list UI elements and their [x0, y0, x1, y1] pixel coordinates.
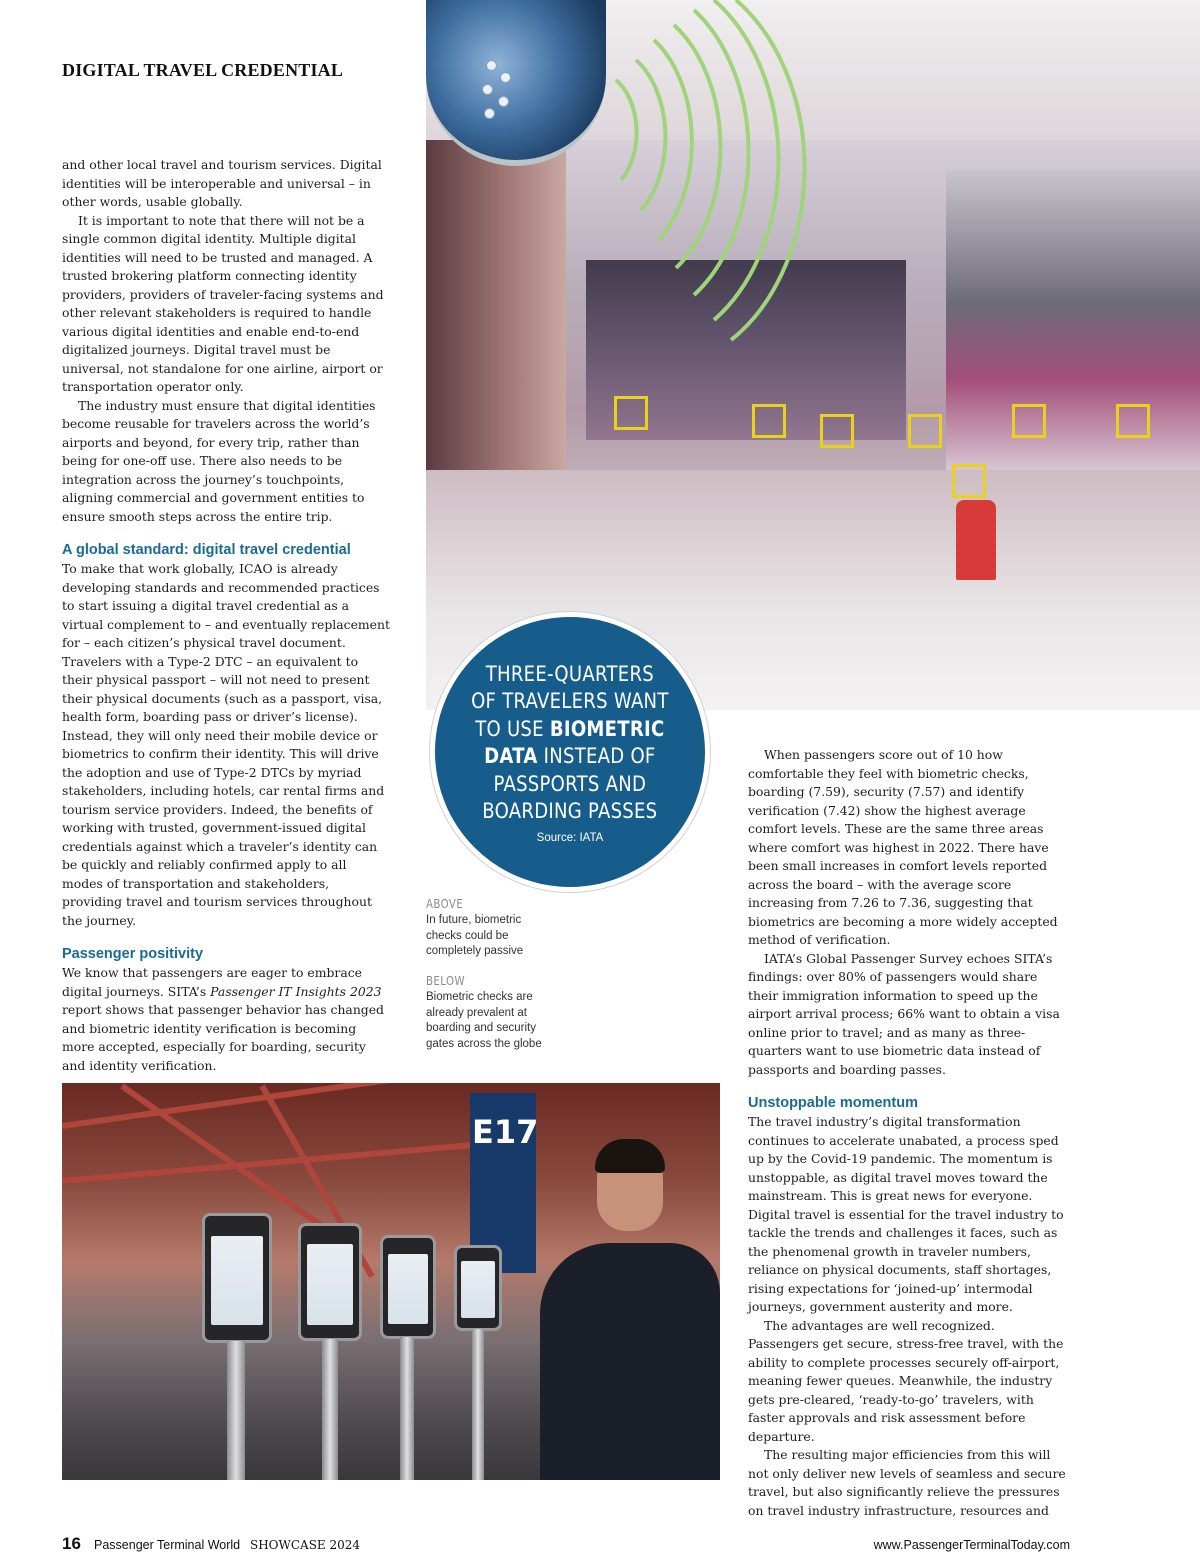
paragraph: It is important to note that there will not be a single common digital identity. Multiple digital identities will need to be trusted and managed. A trusted brokering platform connecting identity providers, providers of traveler-facing systems and other relevant stakeholders is required to handle various digital identities and enable end-to-end digitalized journeys. Digital travel must be universal, not standalone for one airline, airport or transportation operator only. [62, 212, 384, 394]
face-detection-box [752, 404, 786, 438]
caption-text: In future, biometric checks could be completely passive [426, 914, 524, 958]
biometric-kiosk [298, 1223, 362, 1341]
child-figure [956, 500, 996, 580]
face-detection-box [1012, 404, 1046, 438]
paragraph: and other local travel and tourism services. Digital identities will be interoperable and universal – in other words, usable globally. [62, 157, 382, 209]
face-detection-box [614, 396, 648, 430]
stat-callout [430, 612, 710, 892]
page-number: 16 [62, 1534, 81, 1553]
caption-below [426, 974, 556, 1053]
paragraph: The travel industry’s digital transformation continues to accelerate unabated, a process sped up by the Covid-19 pandemic. The momentum is unstoppable, as digital travel moves toward the mainstream. This is great news for everyone. Digital travel is essential for the travel industry to tackle the trends and challenges it faces, such as the phenomenal growth in traveler numbers, reliance on physical documents, staff shortages, rising expectations for ‘joined-up’ intermodal journeys, government austerity and more. [748, 1114, 1064, 1314]
callout-text: THREE-QUARTERS OF TRAVELERS WANT TO USE BIOMETRIC DATA INSTEAD OF PASSPORTS AND BOARDING PASSES [471, 661, 669, 823]
caption-above [426, 897, 556, 960]
traveler-hair [595, 1139, 665, 1173]
paragraph: The resulting major efficiencies from this will not only deliver new levels of seamless and secure travel, but also significantly relieve the pressures on travel industry infrastructure, resources and [748, 1447, 1066, 1518]
issue-name: SHOWCASE 2024 [250, 1538, 361, 1552]
biometric-kiosk [380, 1235, 436, 1339]
paragraph: IATA’s Global Passenger Survey echoes SITA’s findings: over 80% of passengers would share their immigration information to speed up the airport arrival process; 66% want to obtain a visa online prior to travel; and as many as three-quarters want to use biometric data instead of passports and boarding passes. [748, 950, 1060, 1077]
paragraph: The advantages are well recognized. Passengers get secure, stress-free travel, with the ability to complete processes securely off-airport, meaning fewer queues. Meanwhile, the industry gets pre-cleared, ‘ready-to-go’ travelers, with faster approvals and risk assessment before departure. [748, 1317, 1064, 1444]
paragraph: To make that work globally, ICAO is already developing standards and recommended practices to start issuing a digital travel credential as a virtual complement to – and eventually replacement for – each citizen’s physical travel document. Travelers with a Type-2 DTC – an equivalent to their physical passport – will not need to present their physical documents (such as a passport, visa, health form, boarding pass or driver’s license). Instead, they will only need their mobile device or biometrics to confirm their identity. This will drive the adoption and use of Type-2 DTCs by myriad stakeholders, including hotels, car rental firms and tourism service providers. Indeed, the benefits of working with trusted, government-issued digital credentials against which a traveler’s identity can be quickly and reliably confirmed apply to all modes of transportation and stakeholders, providing travel and tourism services throughout the journey. [62, 561, 390, 928]
caption-label: ABOVE [426, 897, 464, 911]
subheading-global-standard: A global standard: digital travel credential [62, 542, 351, 558]
publication-name: Passenger Terminal World [94, 1538, 241, 1552]
face-detection-box [908, 414, 942, 448]
photo-biometric-gates [62, 1083, 720, 1480]
paragraph: When passengers score out of 10 how comfortable they feel with biometric checks, boarding (7.59), security (7.57) and identify verification (7.42) show the highest average comfort levels. These are the same three areas where comfort was highest in 2022. There have been small increases in comfort levels reported across the board – with the average score increasing from 7.26 to 7.36, suggesting that biometrics are becoming a more widely accepted method of verification. [748, 747, 1058, 947]
section-title: DIGITAL TRAVEL CREDENTIAL [62, 60, 344, 80]
website-link[interactable]: www.PassengerTerminalToday.com [873, 1538, 1070, 1552]
subheading-passenger-positivity: Passenger positivity [62, 946, 204, 962]
callout-source: Source: IATA [536, 831, 604, 844]
left-column [62, 156, 390, 1075]
right-column [748, 746, 1066, 1520]
signal-waves-icon [426, 0, 1200, 710]
subheading-unstoppable-momentum: Unstoppable momentum [748, 1095, 918, 1111]
face-detection-box [1116, 404, 1150, 438]
face-detection-box [952, 464, 986, 498]
traveler-figure [540, 1243, 720, 1480]
gate-sign-label: E17 [472, 1113, 539, 1151]
face-detection-box [820, 414, 854, 448]
hero-photo-surveillance [426, 0, 1200, 710]
paragraph: The industry must ensure that digital identities become reusable for travelers across the world’s airports and beyond, for every trip, rather than being for one-off use. There also needs to be integration across the journey’s touchpoints, aligning commercial and government entities to ensure smooth steps across the entire trip. [62, 397, 376, 524]
caption-label: BELOW [426, 974, 466, 988]
caption-text: Biometric checks are already prevalent at boarding and security gates across the globe [426, 991, 542, 1051]
paragraph: We know that passengers are eager to embrace digital journeys. SITA’s Passenger IT Insights 2023 report shows that passenger behavior has changed and biometric identity verification is becoming more accepted, especially for boarding, security and identity verification. [62, 965, 384, 1073]
biometric-kiosk [202, 1213, 272, 1343]
biometric-kiosk [454, 1245, 502, 1331]
